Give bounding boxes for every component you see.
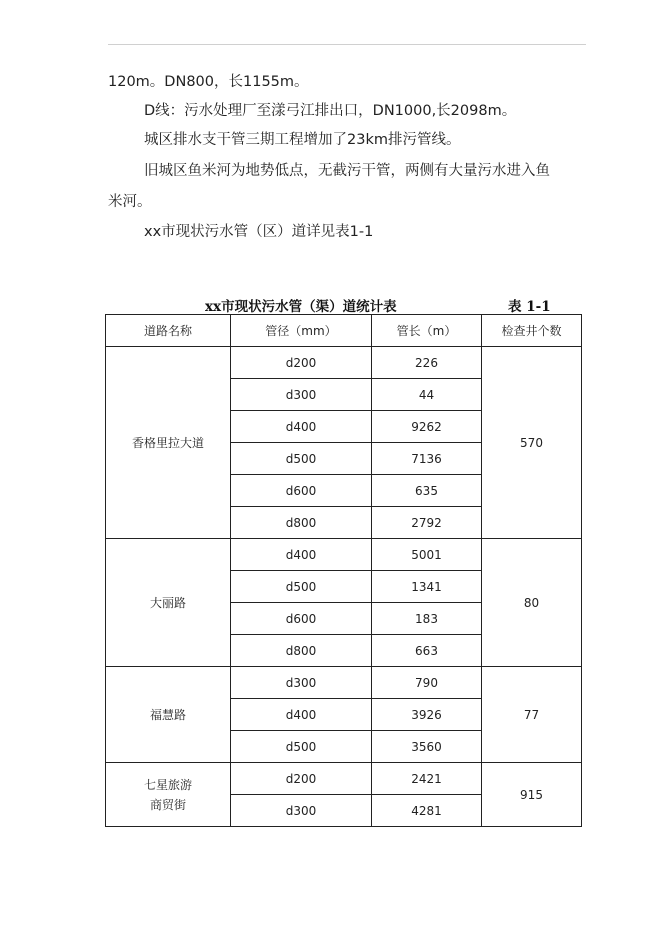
length-cell: 2792 — [372, 507, 482, 539]
paragraph-line: 旧城区鱼米河为地势低点，无截污干管，两侧有大量污水进入鱼 — [144, 163, 550, 179]
diameter-cell: d400 — [231, 411, 372, 443]
paragraph-line: D线：污水处理厂至漾弓江排出口，DN1000,长2098m。 — [144, 103, 517, 119]
length-cell: 3560 — [372, 731, 482, 763]
road-name-cell — [106, 347, 231, 539]
diameter-cell: d300 — [231, 795, 372, 827]
road-name-text: 七星旅游 — [143, 777, 192, 792]
length-cell: 226 — [372, 347, 482, 379]
length-cell: 790 — [372, 667, 482, 699]
table-row — [106, 763, 582, 795]
length-cell: 635 — [372, 475, 482, 507]
diameter-cell: d500 — [231, 731, 372, 763]
road-name-cell — [106, 667, 231, 763]
length-cell: 1341 — [372, 571, 482, 603]
road-name-text-line2: 商贸街 — [149, 797, 186, 812]
well-count-cell: 80 — [482, 539, 582, 667]
table-body — [106, 315, 582, 827]
well-count-cell: 915 — [482, 763, 582, 827]
diameter-cell: d800 — [231, 507, 372, 539]
road-name-cell — [106, 539, 231, 667]
diameter-cell: d200 — [231, 763, 372, 795]
length-cell: 183 — [372, 603, 482, 635]
length-cell: 5001 — [372, 539, 482, 571]
diameter-cell: d300 — [231, 379, 372, 411]
table-number: 表 1-1 — [508, 299, 551, 315]
table-reference-line: xx市现状污水管（区）道详见表1-1 — [144, 224, 374, 240]
table-row — [106, 539, 582, 571]
diameter-cell: d500 — [231, 443, 372, 475]
table-row — [106, 347, 582, 379]
paragraph-line: 120m。DN800，长1155m。 — [108, 74, 309, 90]
length-cell: 9262 — [372, 411, 482, 443]
diameter-cell: d800 — [231, 635, 372, 667]
table-row — [106, 667, 582, 699]
table-header-row — [106, 315, 582, 347]
diameter-cell: d300 — [231, 667, 372, 699]
pipe-statistics-table — [105, 314, 582, 827]
length-cell: 663 — [372, 635, 482, 667]
diameter-cell: d400 — [231, 699, 372, 731]
diameter-cell: d600 — [231, 475, 372, 507]
length-cell: 7136 — [372, 443, 482, 475]
diameter-cell: d500 — [231, 571, 372, 603]
diameter-cell: d600 — [231, 603, 372, 635]
paragraph-line: 米河。 — [108, 194, 152, 210]
length-cell: 2421 — [372, 763, 482, 795]
well-count-cell: 570 — [482, 347, 582, 539]
road-name-text: 福慧路 — [149, 707, 186, 722]
well-count-cell: 77 — [482, 667, 582, 763]
road-name-cell — [106, 763, 231, 827]
paragraph-line: 城区排水支干管三期工程增加了23km排污管线。 — [144, 132, 461, 148]
header-well-count: 检查井个数 — [482, 315, 582, 347]
length-cell: 4281 — [372, 795, 482, 827]
diameter-cell: d400 — [231, 539, 372, 571]
road-name-text: 大丽路 — [149, 595, 186, 610]
length-cell: 44 — [372, 379, 482, 411]
table-title: xx市现状污水管（渠）道统计表 — [205, 299, 397, 315]
road-name-text: 香格里拉大道 — [131, 435, 204, 450]
page-header-rule — [108, 44, 586, 45]
header-road-name: 道路名称 — [106, 315, 231, 347]
diameter-cell: d200 — [231, 347, 372, 379]
header-diameter: 管径（mm） — [231, 315, 372, 347]
header-length: 管长（m） — [372, 315, 482, 347]
length-cell: 3926 — [372, 699, 482, 731]
